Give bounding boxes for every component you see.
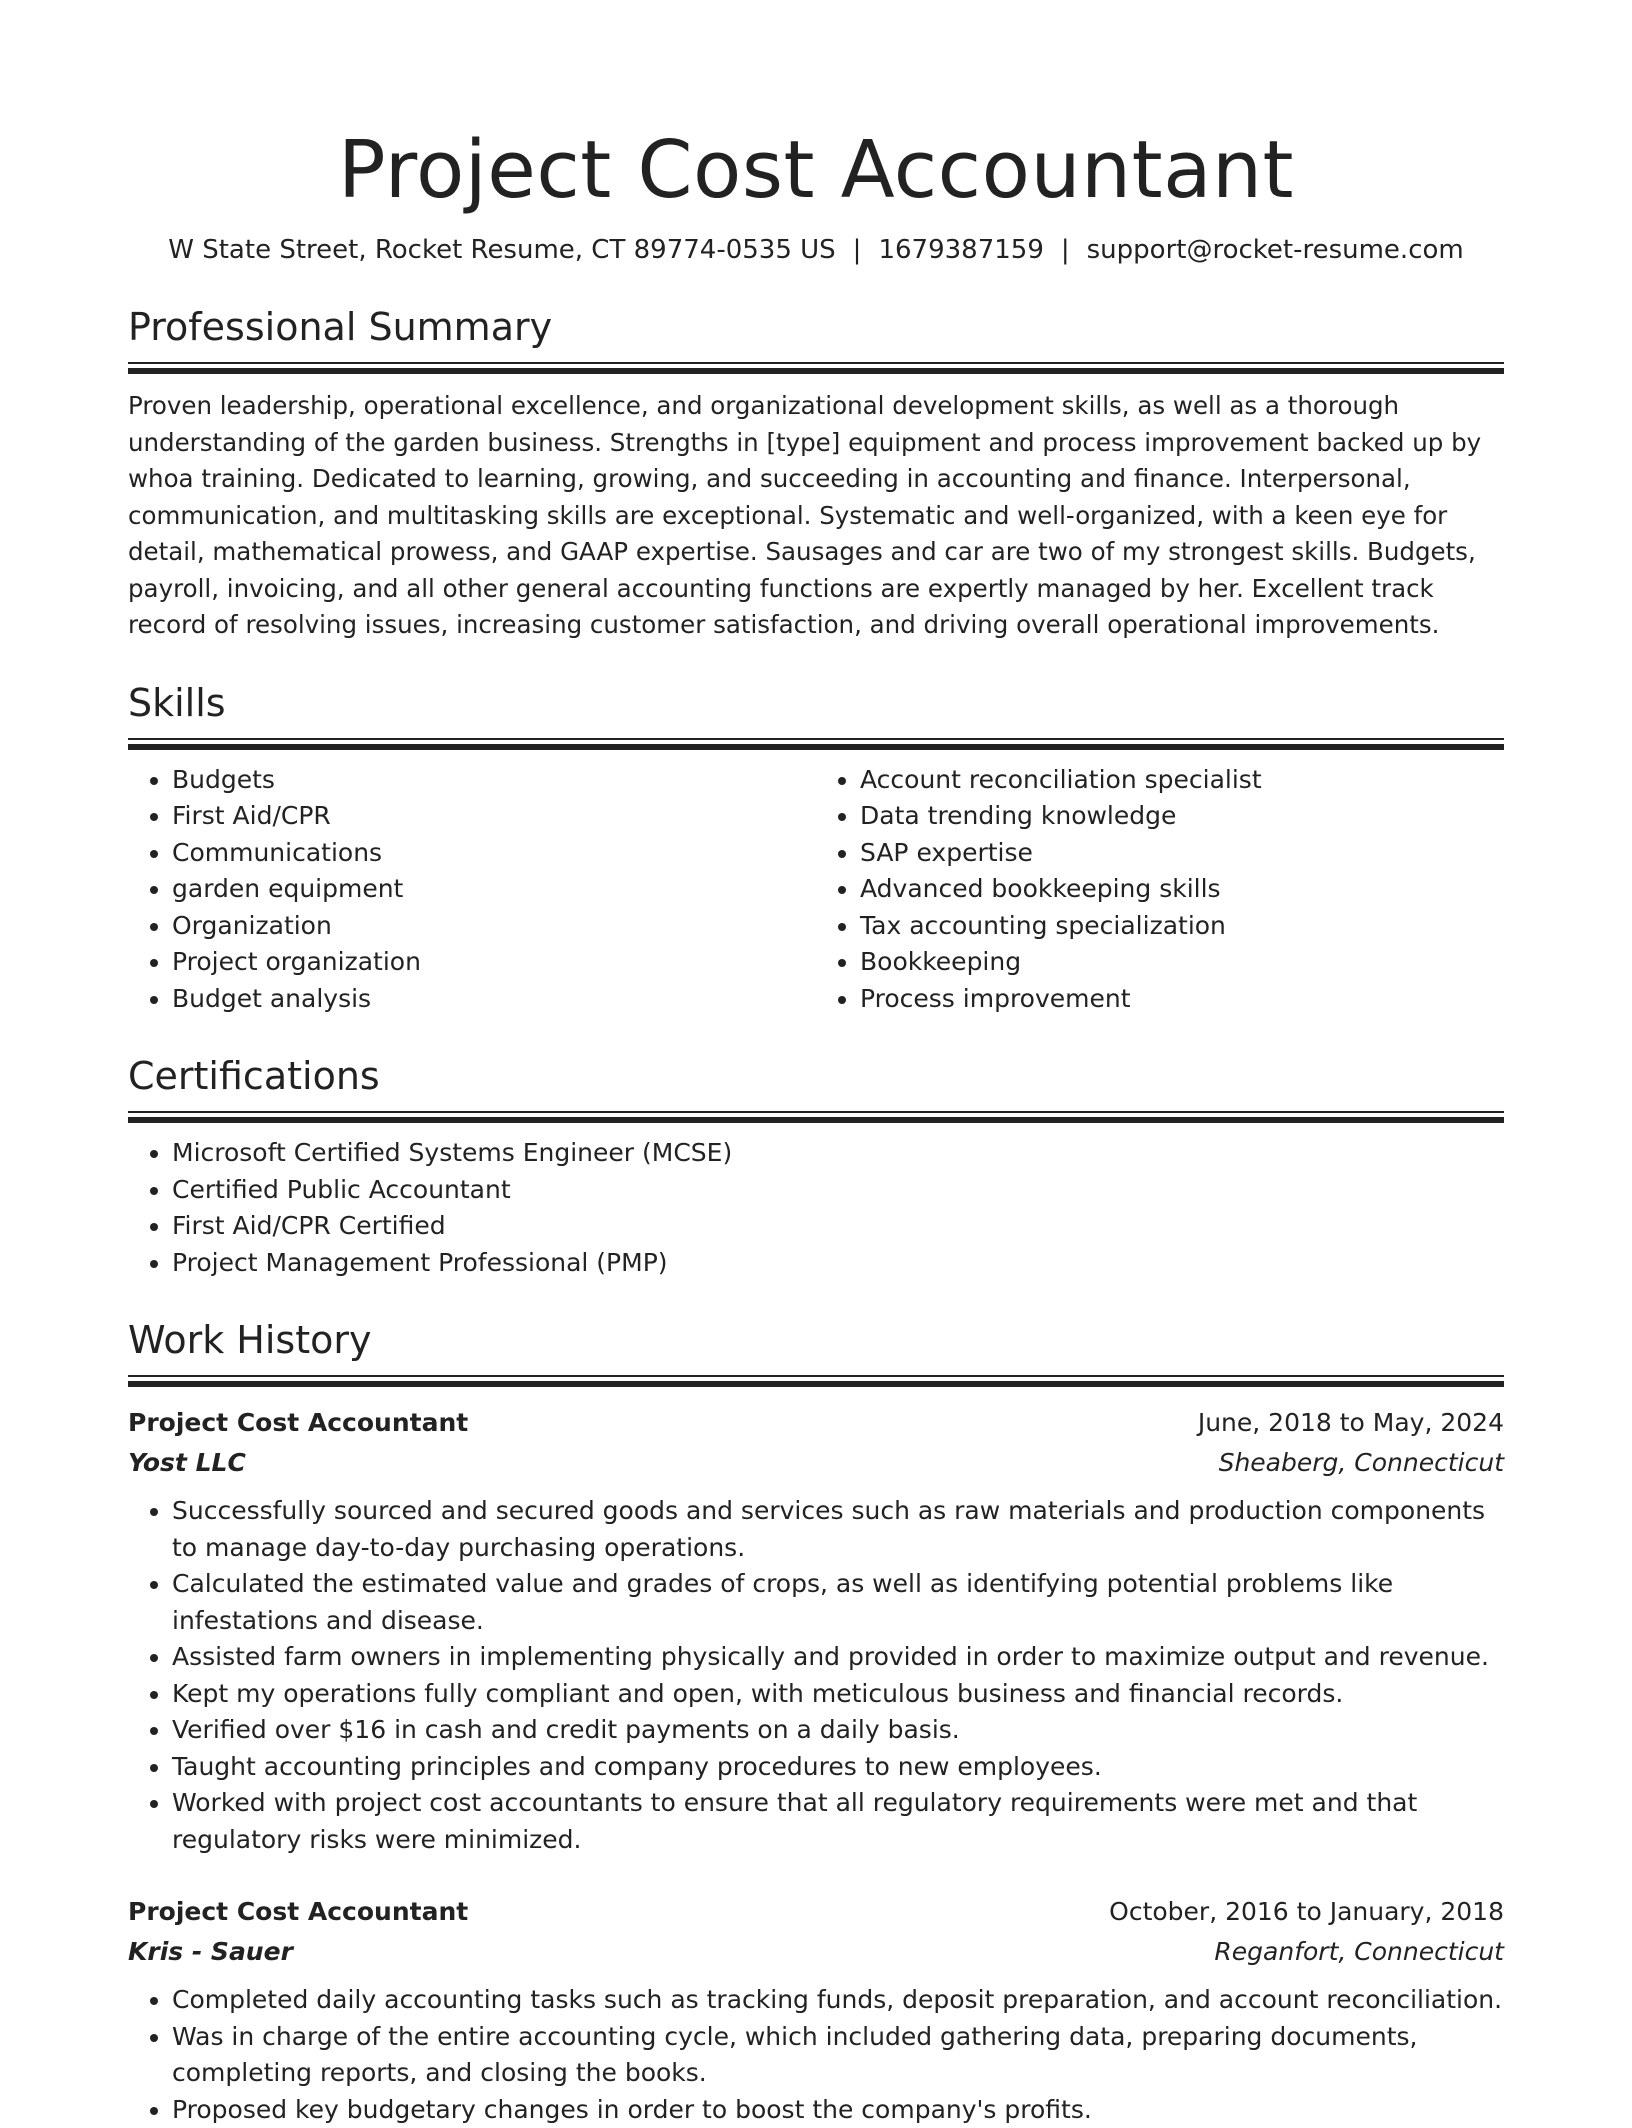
contact-separator: | (853, 235, 862, 265)
section-divider (128, 738, 1504, 750)
resume-page (128, 118, 1504, 2128)
skill-item: • Account reconciliation specialist (860, 762, 1504, 799)
job-subheader (128, 1443, 1504, 1483)
skills-list-left (128, 762, 816, 1018)
skill-item: • Advanced bookkeeping skills (860, 871, 1504, 908)
contact-address: W State Street, Rocket Resume, CT 89774-0535 US (168, 235, 835, 265)
section-title: Skills (128, 678, 1504, 728)
job-location: Reganfort, Connecticut (1214, 1932, 1504, 1972)
job-bullet: • Kept my operations fully compliant and open, with meticulous business and financial records. (172, 1676, 1504, 1713)
certification-item: • First Aid/CPR Certified (172, 1208, 1504, 1245)
contact-email: support@rocket-resume.com (1087, 235, 1464, 265)
skill-item: • First Aid/CPR (172, 798, 816, 835)
job-bullets (128, 1493, 1504, 1858)
skill-item: • Project organization (172, 944, 816, 981)
skill-item: • Tax accounting specialization (860, 908, 1504, 945)
section-divider (128, 1111, 1504, 1123)
job-dates: June, 2018 to May, 2024 (1198, 1403, 1504, 1443)
job-bullet: • Successfully sourced and secured goods and services such as raw materials and production components to manage day-to-day purchasing operations. (172, 1493, 1504, 1566)
skill-item: • garden equipment (172, 871, 816, 908)
summary-section (128, 302, 1504, 644)
section-divider (128, 362, 1504, 374)
job-location: Sheaberg, Connecticut (1219, 1443, 1504, 1483)
skill-item: • Budgets (172, 762, 816, 799)
skills-columns (128, 762, 1504, 1018)
contact-separator: | (1061, 235, 1070, 265)
skills-list-right (816, 762, 1504, 1018)
skill-item: • Data trending knowledge (860, 798, 1504, 835)
section-divider (128, 1375, 1504, 1387)
skill-item: • Organization (172, 908, 816, 945)
summary-text: Proven leadership, operational excellence, and organizational development skills, as well as a thorough understanding of the garden business. Strengths in [type] equipment and process improvement backed up by whoa training. Dedicated to learning, growing, and succeeding in accounting and finance. Interpersonal, communication, and multitasking skills are exceptional. Systematic and well-organized, with a keen eye for detail, mathematical prowess, and GAAP expertise. Sausages and car are two of my strongest skills. Budgets, payroll, invoicing, and all other general accounting functions are expertly managed by her. Excellent track record of resolving issues, increasing customer satisfaction, and driving overall operational improvements. (128, 388, 1504, 644)
section-title: Professional Summary (128, 302, 1504, 352)
job-company: Yost LLC (128, 1443, 246, 1483)
contact-line (128, 232, 1504, 268)
job-title: Project Cost Accountant (128, 1892, 468, 1932)
certification-item: • Certified Public Accountant (172, 1172, 1504, 1209)
contact-phone: 1679387159 (878, 235, 1043, 265)
job-entry (128, 1403, 1504, 1858)
job-subheader (128, 1932, 1504, 1972)
job-bullet: • Completed daily accounting tasks such as tracking funds, deposit preparation, and account reconciliation. (172, 1982, 1504, 2019)
job-dates: October, 2016 to January, 2018 (1109, 1892, 1504, 1932)
job-bullets (128, 1982, 1504, 2128)
job-header (128, 1403, 1504, 1443)
certification-item: • Microsoft Certified Systems Engineer (MCSE) (172, 1135, 1504, 1172)
job-title: Project Cost Accountant (128, 1403, 468, 1443)
job-bullet: • Taught accounting principles and company procedures to new employees. (172, 1749, 1504, 1786)
job-bullet: • Proposed key budgetary changes in order to boost the company's profits. (172, 2092, 1504, 2128)
skill-item: • Process improvement (860, 981, 1504, 1018)
certification-item: • Project Management Professional (PMP) (172, 1245, 1504, 1282)
job-header (128, 1892, 1504, 1932)
skill-item: • SAP expertise (860, 835, 1504, 872)
skill-item: • Budget analysis (172, 981, 816, 1018)
job-entry (128, 1892, 1504, 2128)
certifications-section (128, 1051, 1504, 1281)
job-bullet: • Worked with project cost accountants to ensure that all regulatory requirements were met and that regulatory risks were minimized. (172, 1785, 1504, 1858)
certifications-list (128, 1135, 1504, 1281)
section-title: Certifications (128, 1051, 1504, 1101)
work-history-section (128, 1315, 1504, 2128)
skill-item: • Communications (172, 835, 816, 872)
resume-name: Project Cost Accountant (128, 118, 1504, 222)
job-company: Kris - Sauer (128, 1932, 293, 1972)
job-bullet: • Was in charge of the entire accounting cycle, which included gathering data, preparing documents, completing reports, and closing the books. (172, 2019, 1504, 2092)
section-title: Work History (128, 1315, 1504, 1365)
job-bullet: • Verified over $16 in cash and credit payments on a daily basis. (172, 1712, 1504, 1749)
skill-item: • Bookkeeping (860, 944, 1504, 981)
job-bullet: • Assisted farm owners in implementing physically and provided in order to maximize output and revenue. (172, 1639, 1504, 1676)
skills-section (128, 678, 1504, 1018)
job-bullet: • Calculated the estimated value and grades of crops, as well as identifying potential problems like infestations and disease. (172, 1566, 1504, 1639)
